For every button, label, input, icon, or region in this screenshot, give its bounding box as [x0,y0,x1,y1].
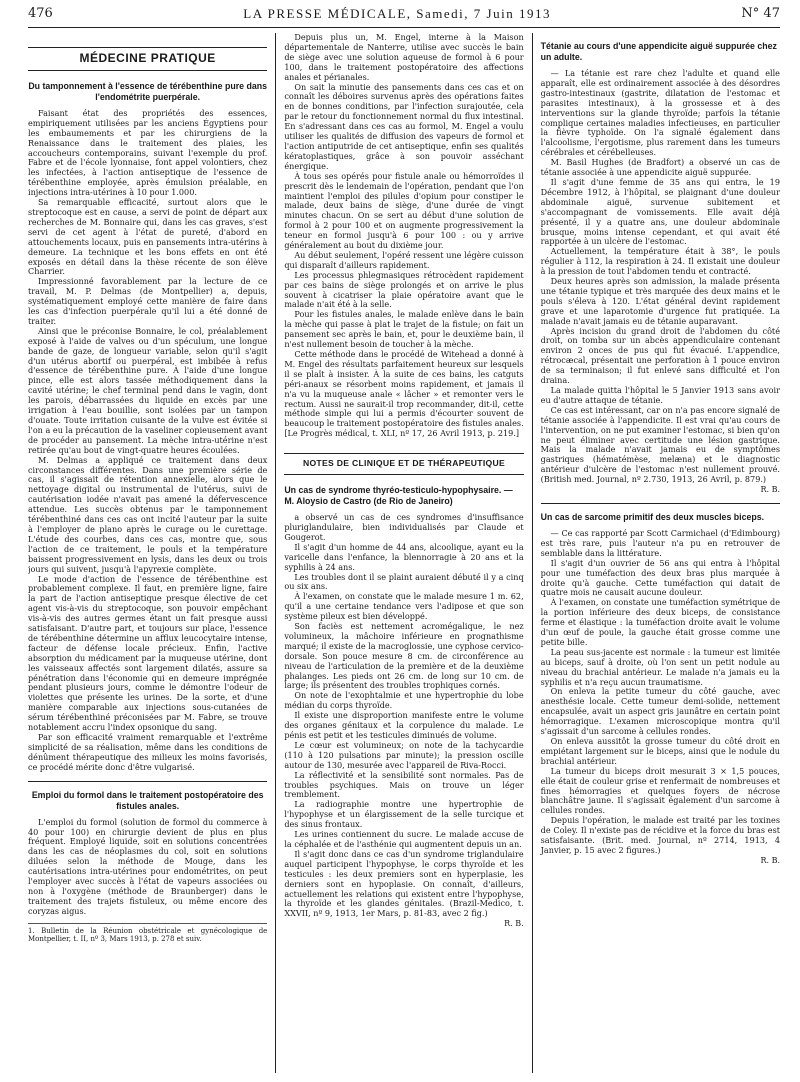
paragraph: Le cœur est volumineux; on note de la tachycardie (110 à 120 pulsations par minute); la pression oscille autour de 130, mesurée avec l'appareil de Riva-Rocci. [284,739,524,770]
paragraph: Son faciès est nettement acromégalique, le nez volumineux, la mâchoire inférieure en prognathisme marqué; il existe de la macroglossie, une cyphose cervico-dorsale. Son pouce mesure 8 cm. de circonférence au niveau de l'articulation de la première et de la deuxième phalanges. Les pieds ont 26 cm. de long sur 10 cm. de large; ils présentent des troubles trophiques cornés. [284,621,524,691]
paragraph: La peau sus-jacente est normale : la tumeur est limitée au biceps, sauf à droite, où l'on sent un petit nodule au niveau du brachial antérieur. Le malade n'a jamais eu la syphilis et n'a reçu aucun traumatisme. [540,646,780,687]
paragraph: L'emploi du formol (solution de formol du commerce à 40 pour 100) en chirurgie devient de plus en plus fréquent. Employé liquide, soit en solutions concentrées dans les cas de néoplasmes du col, soit en solutions diluées selon la méthode de Mouge, dans les cautérisations intra-utérines pour endométrites, on peut l'employer avec succès à l'état de vapeurs associées ou non à l'oxygène (méthode de Braunberger) dans le traitement des trajets fistuleux, ou même encore des coryzas aigus. [28,816,268,916]
article-title-tetanie: Tétanie au cours d'une appendicite aiguë suppurée chez un adulte. [540,41,777,62]
signature: R. B. [504,919,524,929]
paragraph: Depuis plus un, M. Engel, interne à la Maison départementale de Nanterre, utilise avec succès le bain de siège avec une solution aqueuse de formol à 6 pour 100, dans le traitement postopératoire des affections anales et périanales. [284,33,524,82]
column-2 [276,33,532,1073]
paragraph: Ainsi que le préconise Bonnaire, le col, préalablement exposé à l'aide de valves ou d'un spéculum, une longue bande de gaze, de longueur variable, selon qu'il s'agit d'un utérus abortif ou puerpéral, est imbibée à refus d'essence de térébenthine pure. À l'aide d'une longue pince, elle est alors tassée méthodiquement dans la cavité utérine; le chef terminal pend dans le vagin, dont les parois, débarrassées du liquide en excès par une irrigation à l'eau bouillie, sont isolées par un tampon d'ouate. Toute irritation cuisante de la vulve est évitée si l'on a eu la précaution de la vaseliner copieusement avant de procéder au pansement. La mèche intra-utérine n'est retirée qu'au bout de vingt-quatre heures écoulées. [28,325,268,455]
paragraph: M. Delmas a appliqué ce traitement dans deux circonstances différentes. Dans une première série de cas, il s'agissait de rétention annexielle, alors que le nettoyage digital ou instrumental de l'utérus, suivi de cautérisation iodée n'avait pas amené la défervescence attendue. Les succès obtenus par le tamponnement térébenthiné dans ces cas ont incité l'auteur par la suite à l'employer de plano après le curage ou le curettage. L'étude des courbes, dans ces cas, montre que, sous l'action de ce traitement, le pouls et la température baissent progressivement en lysis, dans les deux ou trois jours qui suivent, jusqu'à l'apyrexie complète. [28,454,268,574]
paragraph: Ce cas est intéressant, car on n'a pas encore signalé de tétanie associée à l'appendicite. Il est vrai qu'au cours de l'intervention, on ne put examiner l'estomac, si bien qu'on ne peut éliminer avec certitude une lésion gastrique. Mais la malade n'avait jamais eu de symptômes gastriques (hématémèse, melæna) et le diagnostic antérieur d'ulcère de l'estomac n'est nullement prouvé. (British med. Journal, nº 2.730, 1913, 26 Avril, p. 879.) [540,404,780,485]
paragraph: Après incision du grand droit de l'abdomen du côté droit, on tomba sur un abcès appendiculaire contenant environ 2 onces de pus qui fut évacué. L'appendice, rétrocæcal, présentait une perforation à 1 pouce environ de sa terminaison; il fut enlevé sans difficulté et l'on draina. [540,325,780,386]
paragraph: Il s'agit d'un homme de 44 ans, alcoolique, ayant eu la varicelle dans l'enfance, la blennorragie à 20 ans et la syphilis à 24 ans. [284,541,524,572]
paragraph: Il existe une disproportion manifeste entre le volume des organes génitaux et la corpulence du malade. Le pénis est petit et les testicules diminués de volume. [284,710,524,740]
paragraph: Il s'agit d'une femme de 35 ans qui entra, le 19 Décembre 1912, à l'hôpital, se plaignant d'une douleur abdominale aiguë, survenue subitement et s'accompagnant de vomissements. Elle avait déjà présenté, il y a quatre ans, une douleur abdominale brusque, moins intense cependant, et qui avait été rapportée à un ulcère de l'estomac. [540,176,780,247]
section-title-notes: NOTES DE CLINIQUE ET DE THÉRAPEUTIQUE [284,453,523,475]
paragraph: Il s'agit d'un ouvrier de 56 ans qui entra à l'hôpital pour une tuméfaction des deux bras plus marquée à droite qu'à gauche. Cette tuméfaction qui datait de quatre mois ne causait aucune douleur. [540,557,780,598]
issue-number: N° 47 [741,6,780,21]
paragraph: À tous ses opérés pour fistule anale ou hémorroïdes il prescrit dès le lendemain de l'opération, pendant que l'on maintient l'emploi des pilules d'opium pour constiper le malade, deux bains de siège, d'une durée de vingt minutes chacun. On se sert au début d'une solution de formol à 2 pour 100 et on augmente progressivement la teneur en formol jusqu'à 6 pour 100 : ou y arrive généralement au bout du dixième jour. [284,170,524,251]
column-3 [533,33,780,1073]
paragraph: Actuellement, la température était à 38°, le pouls régulier à 112, la respiration à 24. Il existait une douleur à la pression de tout l'abdomen tendu et contracté. [540,246,780,277]
article-title-terebenthine: Du tamponnement à l'essence de térébenthine pure dans l'endométrite puerpérale. [28,80,268,102]
paragraph: Faisant état des propriétés des essences, empiriquement utilisées par les anciens Égyptiens pour les embaumements et par les chirurgiens de la Renaissance dans le traitement des plaies, les accoucheurs contemporains, suivant l'exemple du prof. Fabre et de l'école lyonnaise, font appel volontiers, chez les infectées, à l'action antiseptique de l'essence de térébenthine employée, après émulsion préalable, en injections intra-utérines à 10 pour 1.000. [28,107,268,198]
paragraph: On sait la minutie des pansements dans ces cas et on connaît les déboires survenus après des opérations faites en de bonnes conditions, par l'infection surajoutée, cela par le retour du fonctionnement normal du flux intestinal. En s'adressant dans ces cas au formol, M. Engel a voulu utiliser les qualités de diffusion des vapeurs de formol et l'action antiputride de cet antiseptique, enfin ses qualités kératoplastiques, grâce à son pouvoir asséchant énergique. [284,81,524,171]
article-title-syndrome: Un cas de syndrome thyréo-testiculo-hypophysaire. — M. Aloysio de Castro (de Rio de Janeiro) [284,485,513,507]
signature: R. B. [760,855,780,865]
paragraph: M. Basil Hughes (de Bradfort) a observé un cas de tétanie associée à une appendicite aiguë suppurée. [540,157,780,178]
paragraph: À l'examen, on constate que le malade mesure 1 m. 62, qu'il a une certaine tendance vers l'adipose et que son système pileux est bien développé. [284,591,524,622]
paragraph: — Ce cas rapporté par Scott Carmichael (d'Edimbourg) est très rare, puis l'auteur n'a pu en retrouver de semblable dans la littérature. [540,527,780,558]
paragraph: La réflectivité et la sensibilité sont normales. Pas de troubles psychiques. Mais on trouve un léger tremblement. [284,769,524,800]
page-header [28,0,780,28]
paragraph: Par son efficacité vraiment remarquable et l'extrême simplicité de sa réalisation, même dans les conditions de dénûment thérapeutique des milieux les moins favorisés, ce procédé mérite donc d'être vulgarisé. [28,732,268,772]
article-title-sarcome: Un cas de sarcome primitif des deux muscles biceps. [540,511,765,522]
paragraph: Deux heures après son admission, la malade présenta une tétanie typique et très marquée des deux mains et le pouls s'éleva à 120. L'état général devint rapidement grave et une laparotomie d'urgence fut pratiquée. La malade n'avait jamais eu de tétanie auparavant. [540,276,780,326]
paragraph: Le mode d'action de l'essence de térébenthine est probablement complexe. Il faut, en première ligne, faire la part de l'action antiseptique presque élective de cet agent vis-à-vis du streptocoque, son pouvoir empêchant vis-à-vis des autres germes étant un fait presque aussi satisfaisant. D'autre part, et toujours sur place, l'essence de térébenthine détermine un afflux leucocytaire intense, facteur de défense locale précieux. Enfin, l'active absorption du médicament par la muqueuse utérine, dont les vaisseaux affectés sont largement dilatés, assure sa pénétration dans l'économie qui en demeure imprégnée pendant plusieurs jours, comme le démontre l'odeur de violettes que présente les urines. De la sorte, et d'une manière comparable aux injections sous-cutanées de sérum térébenthiné préconisées par M. Fabre, se trouve notablement accru l'index opsonique du sang. [28,573,268,733]
paragraph: On enleva la petite tumeur du côté gauche, avec anesthésie locale. Cette tumeur demi-solide, nettement encapsulée, avait un aspect gris jaunâtre en certain point hémorragique. L'examen microscopique montra qu'il s'agissait d'un sarcome à cellules rondes. [540,686,780,737]
article-title-formol: Emploi du formol dans le traitement postopératoire des fistules anales. [31,789,264,811]
column-1 [28,33,276,1073]
signature: R. B. [760,485,780,495]
paragraph: On enleva aussitôt la grosse tumeur du côté droit en empiétant largement sur le biceps, ainsi que le nodule du brachial antérieur. [540,736,780,766]
paragraph: Les urines contiennent du sucre. Le malade accuse de la céphalée et de l'asthénie qui augmentent depuis un an. [284,829,524,849]
paragraph: Impressionné favorablement par la lecture de ce travail, M. P. Delmas (de Montpellier) a, depuis, systématiquement employé cette manière de faire dans les cas d'infection puerpérale qu'il lui a été donné de traiter. [28,276,268,326]
paragraph: a observé un cas de ces syndromes d'insuffisance pluriglandulaire, bien individualisés par Claude et Gougerot. [284,512,524,542]
paragraph: À l'examen, on constate une tuméfaction symétrique de la portion inférieure des deux biceps, de consistance ferme et élastique : la tuméfaction droite avait le volume d'un œuf de poule, la gauche était grosse comme une petite bille. [540,597,780,647]
paragraph: Il s'agit donc dans ce cas d'un syndrome triglandulaire auquel participent l'hypophyse, le corps thyroïde et les testicules : les deux premiers sont en hyperplasie, les derniers sont en hypoplasie. On connaît, d'ailleurs, actuellement les relations qui existent entre l'hypophyse, la thyroïde et les glandes génitales. (Brazil-Medico, t. XXVII, nº 9, 1913, 1er Mars, p. 81-83, avec 2 fig.) [284,848,524,919]
section-title: MÉDECINE PRATIQUE [28,47,267,71]
paragraph: Sa remarquable efficacité, surtout alors que le streptocoque est en cause, a servi de point de départ aux recherches de M. Bonnaire qui, dans les cas graves, s'est servi de cet agent à l'état de pureté, d'abord en attouchements locaux, puis en pansements intra-utérins à demeure. La technique et les bons effets en ont été exposés en détail dans la thèse récente de son élève Charrier. [28,197,268,277]
article-columns [28,33,780,1073]
page-number: 476 [28,6,53,21]
divider [28,781,267,782]
divider [541,503,780,504]
paragraph: Depuis l'opération, le malade est traité par les toxines de Coley. Il n'existe pas de récidive et la force du bras est satisfaisante. (Brit. med. Journal, nº 2714, 1913, 4 Janvier, p. 15 avec 2 figures.) [540,815,780,855]
footnote: 1. Bulletin de la Réunion obstétricale et gynécologique de Montpellier, t. II, nº 3, Mars 1913, p. 278 et suiv. [28,923,267,944]
paragraph: Pour les fistules anales, le malade enlève dans le bain la mèche qui passe à plat le trajet de la fistule; on fait un pansement sec après le bain, et, pour le deuxième bain, il n'est nullement besoin de toucher à la mèche. [284,309,524,350]
paragraph: La radiographie montre une hypertrophie de l'hypophyse et un élargissement de la selle turcique et des sinus frontaux. [284,799,524,830]
paragraph: Les troubles dont il se plaint auraient débuté il y a cinq ou six ans. [284,571,524,592]
paragraph: Cette méthode dans le procédé de Witehead a donné à M. Engel des résultats parfaitement heureux sur lesquels il se plaît à insister. À la suite de ces bains, les catguts péri-anaux se résorbent moins rapidement, et jamais il n'a vu la muqueuse anale « lâcher » et remonter vers le rectum. Aussi ne saurait-il trop recommander, dit-il, cette méthode simple qui lui a permis d'écourter souvent de beaucoup le traitement postopératoire des fistules anales. [Le Progrès médical, t. XLI, nº 17, 26 Avril 1913, p. 219.] [284,349,524,439]
journal-title: LA PRESSE MÉDICALE, Samedi, 7 Juin 1913 [243,5,551,21]
paragraph: La tumeur du biceps droit mesurait 3 × 1,5 pouces, elle était de couleur grise et renfermait de nombreuses et fines hémorragies et quelques foyers de nécrose blanchâtre jaune. Il s'agissait également d'un sarcome à cellules rondes. [540,765,780,816]
paragraph: La malade quitta l'hôpital le 5 Janvier 1913 sans avoir eu d'autre attaque de tétanie. [540,385,780,405]
paragraph: Les processus phlegmasiques rétrocèdent rapidement par ces bains de siège prolongés et on arrive le plus souvent à cicatriser la plaie opératoire avant que le malade n'ait été à la selle. [284,269,524,310]
paragraph: — La tétanie est rare chez l'adulte et quand elle apparaît, elle est ordinairement associée à des désordres gastro-intestinaux (gastrite, dilatation de l'estomac et parasites intestinaux), à la grossesse et à des interventions sur la glande thyroïde; parfois la tétanie complique certaines maladies infectieuses, en particulier la fièvre typhoïde. On l'a signalé également dans l'alcoolisme, l'ergotisme, plus rarement dans les tumeurs cérébrales et cérébelleuses. [540,68,780,158]
paragraph: Au début seulement, l'opéré ressent une légère cuisson qui disparaît d'ailleurs rapidement. [284,249,524,270]
paragraph: On note de l'exophtalmie et une hypertrophie du lobe médian du corps thyroïde. [284,690,524,711]
